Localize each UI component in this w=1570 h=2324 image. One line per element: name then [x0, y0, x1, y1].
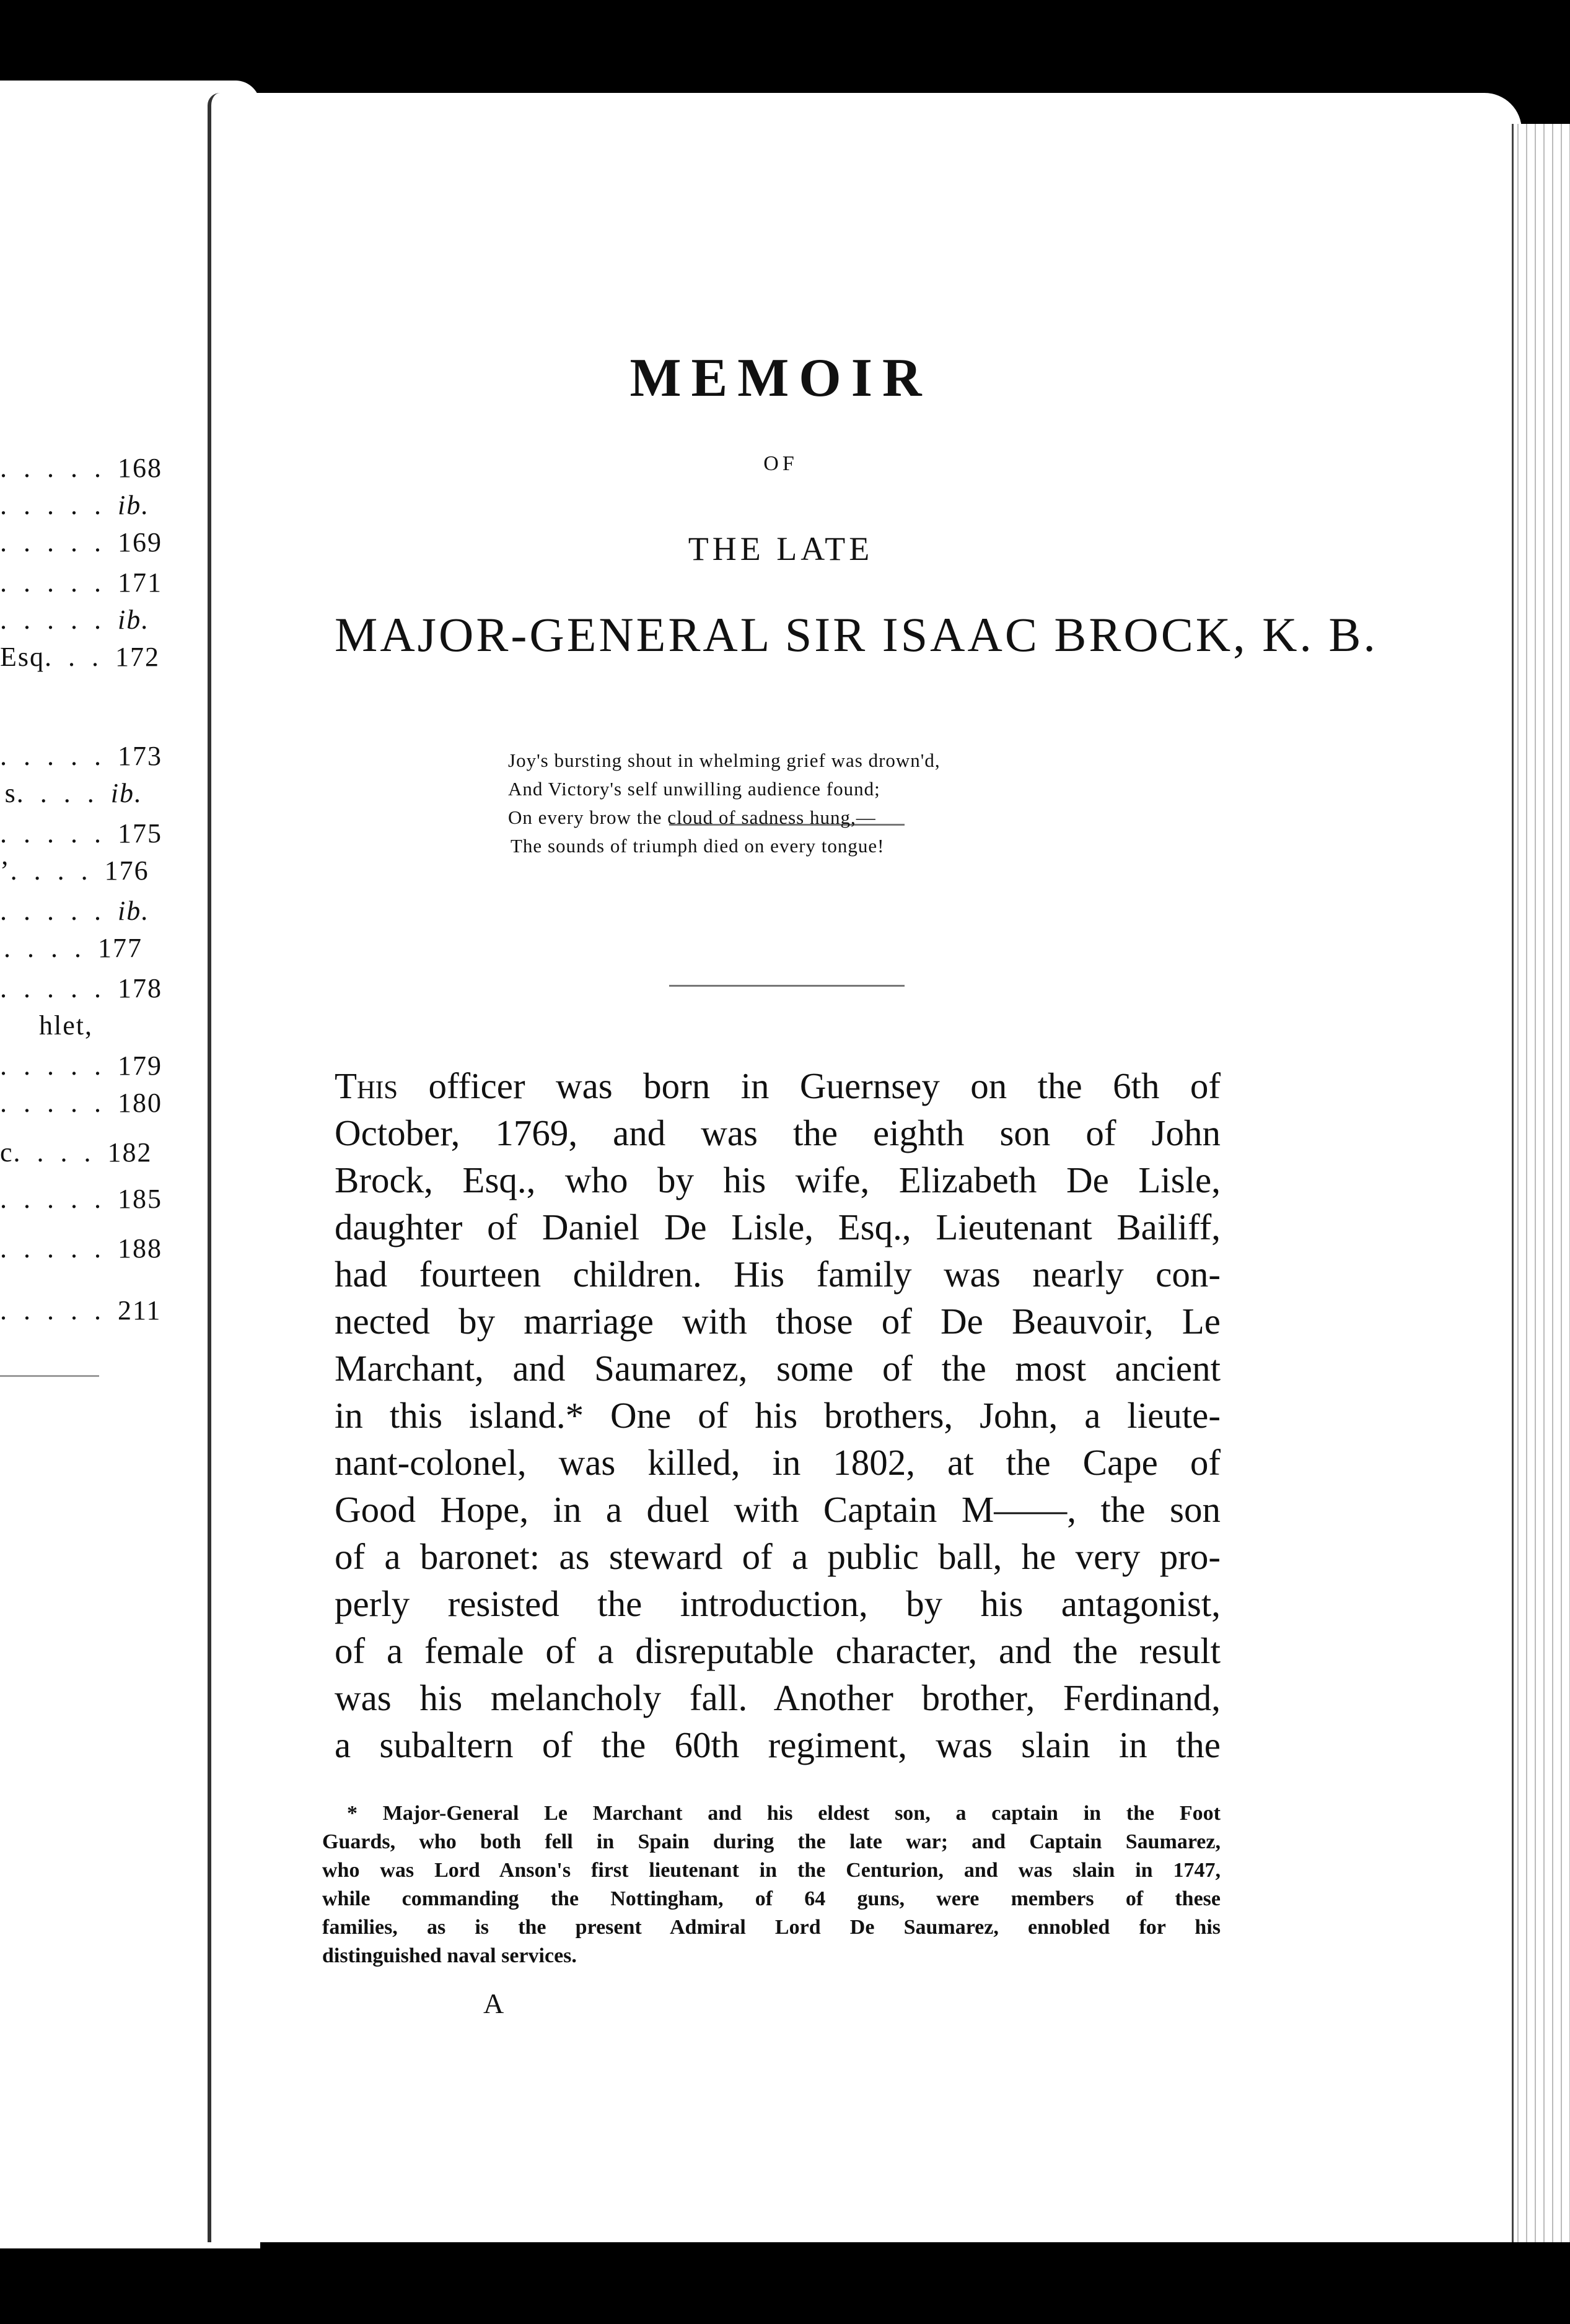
toc-leader: . . . . . — [0, 896, 118, 926]
divider — [0, 1375, 99, 1377]
toc-entry — [0, 895, 150, 927]
body-line: October, 1769, and was the eighth son of John — [335, 1112, 1221, 1153]
toc-page-number: 179 — [118, 1051, 162, 1081]
body-line: Brock, Esq., who by his wife, Elizabeth De Lisle, — [335, 1160, 1221, 1200]
body-line: perly resisted the introduction, by his antagonist, — [335, 1583, 1221, 1624]
toc-leader: . . . . — [13, 1137, 108, 1168]
body-line: Good Hope, in a duel with Captain M——, the son — [335, 1489, 1221, 1530]
footnote-line: distinguished naval services. — [322, 1944, 577, 1967]
divider — [669, 985, 905, 987]
toc-leader: . . . . . — [0, 1088, 118, 1118]
toc-entry — [0, 818, 162, 849]
toc-page-number: 211 — [118, 1295, 162, 1326]
toc-leader: . . . . . — [0, 1184, 118, 1214]
page-edge — [1512, 124, 1570, 2242]
toc-entry — [0, 740, 162, 772]
body-text — [335, 1062, 1221, 1768]
body-line: This officer was born in Guernsey on the 6th of — [335, 1065, 1221, 1106]
footnote-line: who was Lord Anson's first lieutenant in the Centurion, and was slain in 1747, — [322, 1859, 1221, 1882]
body-line: nected by marriage with those of De Beauvoir, Le — [335, 1301, 1221, 1342]
toc-entry — [0, 1087, 162, 1119]
toc-entry — [0, 526, 162, 558]
toc-entry-text: s — [4, 778, 17, 808]
toc-page-number: 188 — [118, 1233, 162, 1264]
toc-entry — [0, 932, 143, 964]
toc-page-number: 172 — [115, 642, 160, 672]
footnote-line: Guards, who both fell in Spain during the late war; and Captain Saumarez, — [322, 1830, 1221, 1853]
epigraph-line: The sounds of triumph died on every tongue! — [511, 835, 885, 857]
body-line: in this island.* One of his brothers, John, a lieute- — [335, 1395, 1221, 1436]
toc-entry — [0, 567, 162, 598]
toc-entry — [0, 855, 149, 886]
toc-entry — [0, 1183, 162, 1215]
toc-entry-text: Esq — [0, 642, 45, 672]
toc-entry — [0, 777, 143, 809]
toc-entry — [0, 489, 150, 521]
heading-of: OF — [763, 452, 798, 475]
toc-leader: . . . . . — [0, 605, 118, 635]
drop-word: This — [335, 1065, 398, 1106]
footnote-line: families, as is the present Admiral Lord De Saumarez, ennobled for his — [322, 1916, 1221, 1939]
toc-entry — [0, 641, 160, 673]
toc-entry — [0, 972, 162, 1004]
toc-page-number: 169 — [118, 527, 162, 557]
toc-page-number: 173 — [118, 741, 162, 771]
toc-leader: . . . . . — [0, 453, 118, 483]
memoir-title: MEMOIR — [629, 348, 932, 408]
toc-leader: . . . . — [16, 778, 111, 808]
toc-page-number: ib. — [110, 778, 143, 808]
footnote-line: * Major-General Le Marchant and his eldest son, a captain in the Foot — [347, 1802, 1221, 1825]
toc-entry-text: ’ — [0, 855, 11, 886]
toc-leader: . . . . . — [0, 567, 118, 598]
toc-page-number: ib. — [118, 490, 150, 520]
toc-leader: . . . . . — [0, 741, 118, 771]
body-line: nant-colonel, was killed, in 1802, at the Cape of — [335, 1442, 1221, 1483]
body-line: had fourteen children. His family was nearly con- — [335, 1254, 1221, 1295]
toc-page-number: 175 — [118, 818, 162, 849]
subject-name: MAJOR-GENERAL SIR ISAAC BROCK, K. B. — [335, 608, 1378, 662]
toc-entry — [0, 604, 150, 636]
toc-leader: . . . . — [10, 855, 105, 886]
toc-leader: . . . . . — [0, 973, 118, 1003]
signature-mark: A — [483, 1988, 504, 2019]
toc-page-number: 182 — [107, 1137, 152, 1168]
toc-page-number: 180 — [118, 1088, 162, 1118]
toc-leader: . . . — [45, 642, 115, 672]
toc-leader: . . . . . — [0, 490, 118, 520]
heading-the-late: THE LATE — [688, 530, 874, 567]
toc-leader: . . . . . — [0, 527, 118, 557]
toc-entry — [0, 1137, 152, 1168]
body-line: of a female of a disreputable character, and the result — [335, 1630, 1221, 1671]
body-line: daughter of Daniel De Lisle, Esq., Lieutenant Bailiff, — [335, 1207, 1221, 1247]
toc-page-number: 177 — [98, 933, 143, 963]
toc-page-number: ib. — [118, 605, 150, 635]
toc-page-number: ib. — [118, 896, 150, 926]
toc-leader: . . . . . — [0, 1233, 118, 1264]
toc-entry — [0, 1233, 162, 1264]
body-line: Marchant, and Saumarez, some of the most ancient — [335, 1348, 1221, 1389]
toc-entry-text: hlet, — [39, 1010, 93, 1041]
body-line: a subaltern of the 60th regiment, was slain in the — [335, 1724, 1221, 1765]
toc-leader: . . . . — [4, 933, 98, 963]
toc-page-number: 178 — [118, 973, 162, 1003]
epigraph-line: On every brow the cloud of sadness hung,— — [508, 806, 876, 828]
footnote-line: while commanding the Nottingham, of 64 guns, were members of these — [322, 1887, 1221, 1910]
body-line: was his melancholy fall. Another brother, Ferdinand, — [335, 1677, 1221, 1718]
epigraph-line: Joy's bursting shout in whelming grief was drown'd, — [508, 749, 941, 771]
epigraph-line: And Victory's self unwilling audience found; — [508, 778, 880, 800]
toc-page-number: 171 — [118, 567, 162, 598]
toc-entry — [0, 1050, 162, 1081]
toc-leader: . . . . . — [0, 1295, 118, 1326]
toc-leader: . . . . . — [0, 1051, 118, 1081]
toc-leader: . . . . . — [0, 818, 118, 849]
toc-entry — [0, 452, 162, 484]
footnote — [322, 1799, 1221, 1970]
toc-page-number: 185 — [118, 1184, 162, 1214]
epigraph — [508, 746, 1090, 860]
toc-entry — [0, 1010, 93, 1041]
toc-entry-text: c — [0, 1137, 14, 1168]
toc-page-number: 168 — [118, 453, 162, 483]
toc-page-number: 176 — [104, 855, 149, 886]
toc-entry — [0, 1295, 162, 1326]
body-line: of a baronet: as steward of a public ball, he very pro- — [335, 1536, 1221, 1577]
